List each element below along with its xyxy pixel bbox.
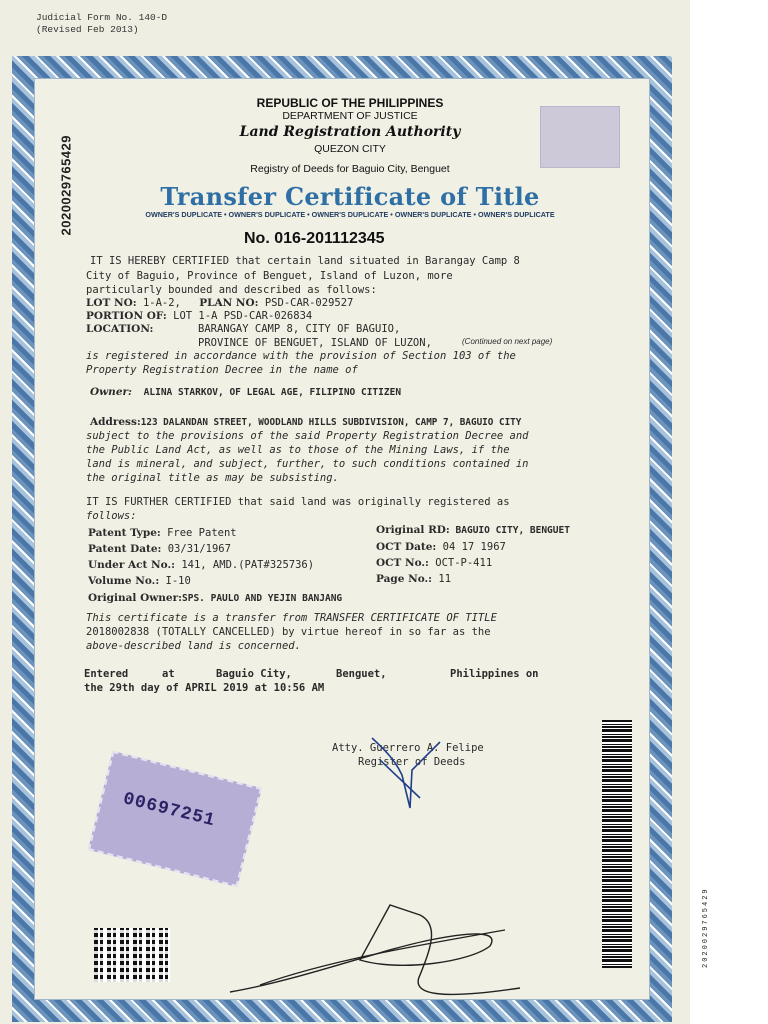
serial-text: 2020029765429	[58, 135, 74, 236]
registered-line1: is registered in accordance with the provision of Section 103 of the	[86, 350, 516, 362]
original-owner-label: Original Owner:	[88, 592, 182, 604]
address-label: Address:	[90, 416, 141, 428]
under-act-label: Under Act No.:	[88, 559, 175, 571]
header-registry: Registry of Deeds for Baguio City, Benguet	[250, 163, 450, 175]
entered-country: Philippines on	[450, 668, 539, 680]
patent-date-label: Patent Date:	[88, 543, 162, 555]
document-title: Transfer Certificate of Title	[160, 182, 540, 211]
register-signature	[372, 738, 440, 808]
plan-label: PLAN NO:	[199, 297, 259, 309]
owner-signature	[230, 905, 520, 994]
form-number-line1: Judicial Form No. 140-D	[36, 12, 168, 23]
patent-type-label: Patent Type:	[88, 527, 161, 539]
form-number-line2: (Revised Feb 2013)	[36, 24, 139, 35]
location-line2: PROVINCE OF BENGUET, ISLAND OF LUZON,	[198, 337, 432, 349]
entered-word: Entered	[84, 668, 129, 680]
owners-duplicate-strip: OWNER'S DUPLICATE • OWNER'S DUPLICATE • OWNER'S DUPLICATE • OWNER'S DUPLICATE • OWNER'S DUPLICATE	[145, 210, 555, 219]
barcode-number: 2020029765429	[702, 887, 710, 968]
body-line: particularly bounded and described as follows:	[86, 284, 377, 296]
page-no-label: Page No.:	[376, 573, 433, 585]
entered-date: the 29th day of APRIL 2019 at 10:56 AM	[84, 682, 325, 694]
continued-note: (Continued on next page)	[462, 337, 553, 346]
owner-label: Owner:	[90, 386, 132, 398]
oct-no-label: OCT No.:	[376, 557, 429, 569]
lot-label: LOT NO:	[86, 297, 137, 309]
lot-value: 1-A-2,	[142, 297, 181, 309]
header-authority: Land Registration Authority	[239, 124, 461, 140]
body-line: IT IS HEREBY CERTIFIED that certain land situated in Barangay Camp 8	[90, 255, 520, 267]
header-republic: REPUBLIC OF THE PHILIPPINES	[256, 96, 444, 110]
transfer-line3: above-described land is concerned.	[86, 640, 301, 652]
volume-value: I-10	[165, 575, 191, 587]
stamp-number: 00697251	[120, 789, 218, 832]
patent-date-value: 03/31/1967	[167, 543, 231, 555]
header-city: QUEZON CITY	[314, 143, 386, 155]
oct-date-label: OCT Date:	[376, 541, 437, 553]
entered-at: at	[162, 668, 175, 680]
subject-line2: the Public Land Act, as well as to those of the Mining Laws, if the	[86, 444, 510, 456]
further-line2: follows:	[86, 510, 137, 522]
oct-no-value: OCT-P-411	[435, 557, 493, 569]
subject-line3: land is mineral, and subject, further, to such conditions contained in	[86, 458, 529, 470]
entered-province: Benguet,	[336, 668, 387, 680]
owner-value: ALINA STARKOV, OF LEGAL AGE, FILIPINO CITIZEN	[143, 387, 402, 398]
under-act-value: 141, AMD.(PAT#325736)	[181, 559, 315, 571]
location-label: LOCATION:	[86, 323, 154, 335]
plan-value: PSD-CAR-029527	[264, 297, 354, 309]
page-no-value: 11	[438, 573, 452, 585]
transfer-line2: 2018002838 (TOTALLY CANCELLED) by virtue hereof in so far as the	[86, 626, 491, 638]
original-rd-label: Original RD:	[376, 524, 450, 536]
patent-type-value: Free Patent	[167, 527, 237, 539]
transfer-line1: This certificate is a transfer from TRANSFER CERTIFICATE OF TITLE	[86, 612, 497, 624]
signatory-name: Atty. Guerrero A. Felipe	[332, 742, 484, 754]
address-value: 123 DALANDAN STREET, WOODLAND HILLS SUBDIVISION, CAMP 7, BAGUIO CITY	[140, 417, 522, 428]
entered-city: Baguio City,	[216, 668, 292, 680]
subject-line1: subject to the provisions of the said Property Registration Decree and	[86, 430, 529, 442]
original-rd-value: BAGUIO CITY, BENGUET	[455, 525, 570, 536]
location-line1: BARANGAY CAMP 8, CITY OF BAGUIO,	[198, 323, 401, 335]
subject-line4: the original title as may be subsisting.	[86, 472, 339, 484]
body-line: City of Baguio, Province of Benguet, Island of Luzon, more	[86, 270, 453, 282]
registered-line2: Property Registration Decree in the name of	[86, 364, 358, 376]
header-department: DEPARTMENT OF JUSTICE	[282, 110, 418, 122]
signatory-title: Register of Deeds	[358, 756, 466, 768]
oct-date-value: 04 17 1967	[442, 541, 506, 553]
volume-label: Volume No.:	[88, 575, 160, 587]
certificate-number: No. 016-201112345	[244, 230, 385, 247]
original-owner-value: SPS. PAULO AND YEJIN BANJANG	[182, 593, 343, 604]
portion-label: PORTION OF:	[86, 310, 167, 322]
portion-value: LOT 1-A PSD-CAR-026834	[173, 310, 313, 322]
further-line1: IT IS FURTHER CERTIFIED that said land was originally registered as	[86, 496, 510, 508]
